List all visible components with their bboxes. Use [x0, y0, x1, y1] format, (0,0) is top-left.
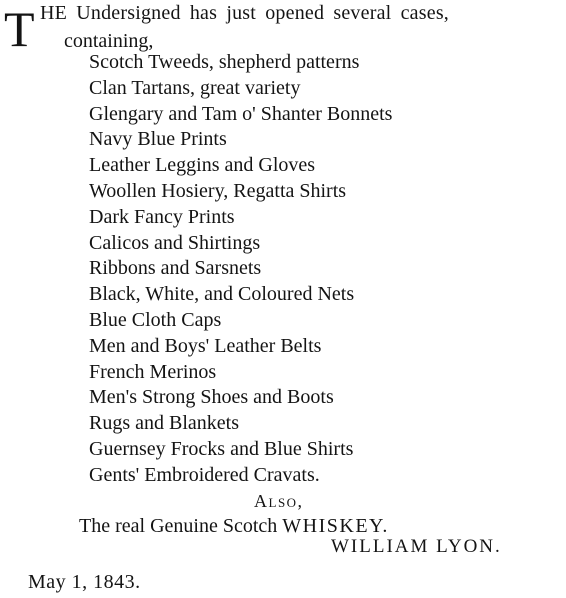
list-item: Clan Tartans, great variety	[89, 76, 301, 99]
whiskey-line-prefix: The real Genuine Scotch	[79, 515, 278, 537]
advertiser-signature: WILLIAM LYON.	[331, 536, 502, 557]
list-item: Guernsey Frocks and Blue Shirts	[89, 437, 354, 460]
list-item: Scotch Tweeds, shepherd patterns	[89, 51, 360, 73]
list-item: Dark Fancy Prints	[89, 205, 235, 228]
whiskey-product: WHISKEY.	[282, 515, 389, 537]
list-item: Leather Leggins and Gloves	[89, 154, 316, 177]
goods-list	[89, 50, 392, 489]
list-item: Woollen Hosiery, Regatta Shirts	[89, 179, 347, 202]
advert-date: May 1, 1843.	[28, 571, 141, 593]
list-item: Navy Blue Prints	[89, 128, 227, 151]
list-item: Men and Boys' Leather Belts	[89, 334, 322, 357]
list-item: French Merinos	[89, 360, 217, 383]
list-item: Rugs and Blankets	[89, 412, 239, 435]
list-item: Calicos and Shirtings	[89, 231, 261, 254]
list-item: Ribbons and Sarsnets	[89, 257, 262, 280]
list-item: Men's Strong Shoes and Boots	[89, 386, 334, 409]
list-item: Blue Cloth Caps	[89, 308, 222, 331]
list-item: Gents' Embroidered Cravats.	[89, 463, 320, 486]
intro-text-line-1: HE Undersigned has just opened several cases,	[40, 2, 449, 24]
drop-cap-letter: T	[4, 1, 35, 57]
whiskey-line	[79, 514, 389, 538]
list-item: Black, White, and Coloured Nets	[89, 283, 355, 306]
intro-text-line-2: containing,	[64, 30, 154, 52]
also-heading: Also,	[254, 491, 304, 511]
list-item: Glengary and Tam o' Shanter Bonnets	[89, 102, 393, 125]
